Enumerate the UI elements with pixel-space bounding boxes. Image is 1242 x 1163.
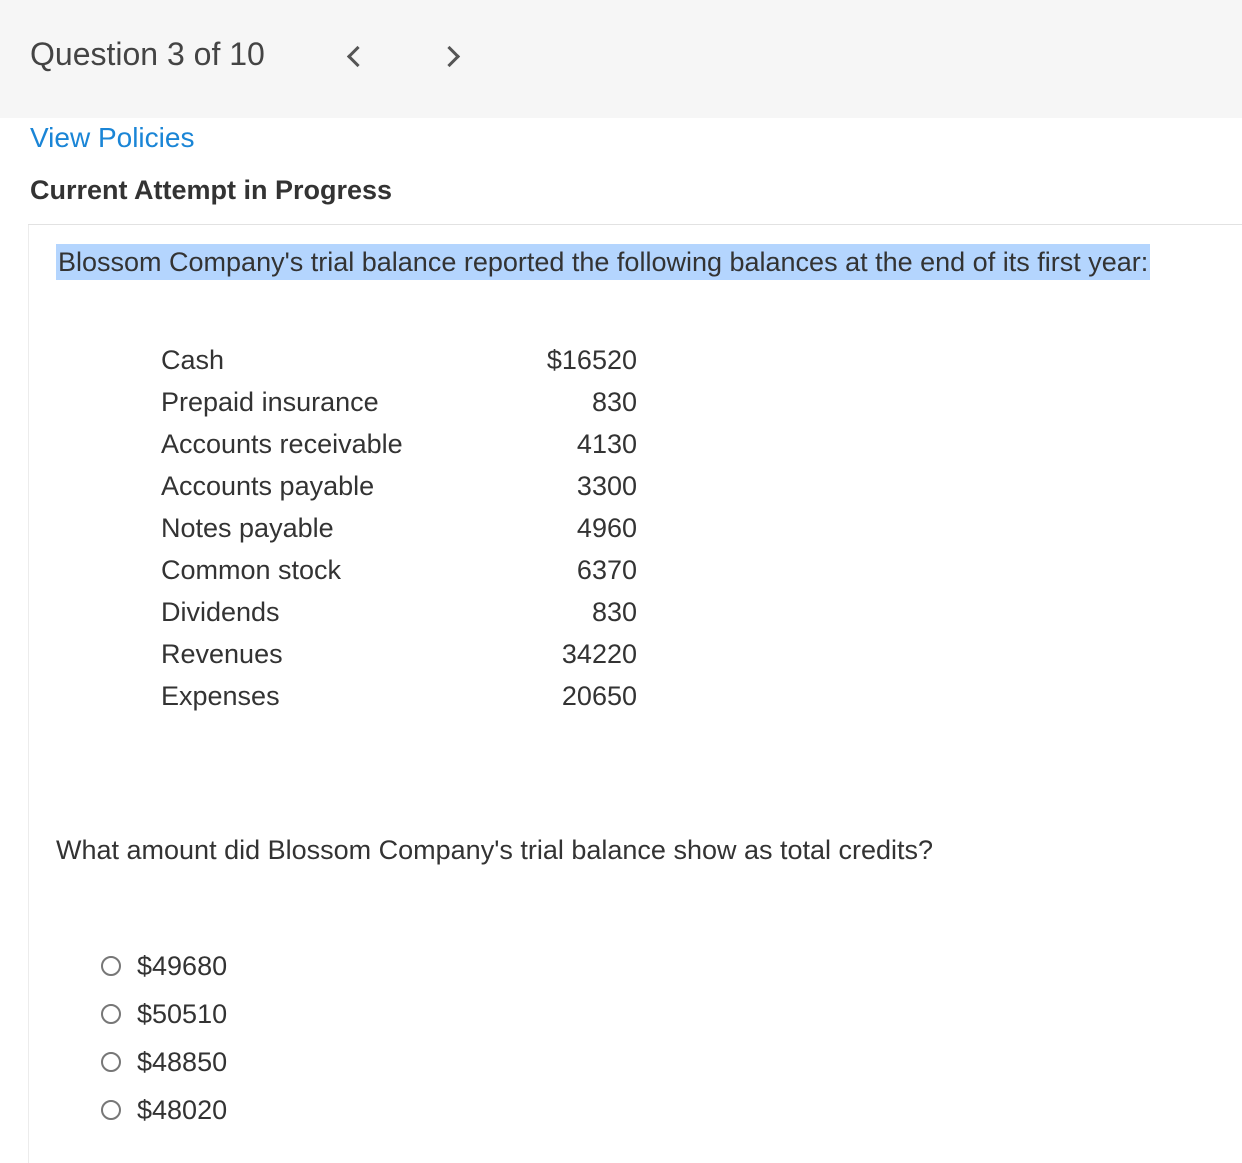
answer-option[interactable]	[101, 990, 227, 1038]
content-left-border	[28, 225, 29, 1163]
question-intro: Blossom Company's trial balance reported the following balances at the end of its first year:	[56, 244, 1150, 280]
ledger-row	[161, 633, 637, 675]
answer-options	[101, 942, 227, 1134]
attempt-status: Current Attempt in Progress	[30, 175, 393, 205]
ledger-row	[161, 423, 637, 465]
radio-button[interactable]	[101, 1052, 121, 1072]
ledger-label: Accounts receivable	[161, 429, 403, 459]
ledger-row	[161, 507, 637, 549]
previous-question-button[interactable]	[334, 34, 374, 78]
ledger-amount: 34220	[561, 639, 637, 669]
ledger-row	[161, 549, 637, 591]
question-counter: Question 3 of 10	[30, 36, 265, 72]
ledger-row	[161, 381, 637, 423]
next-question-button[interactable]	[432, 34, 472, 78]
ledger-row	[161, 339, 637, 381]
ledger-amount: 4130	[576, 429, 637, 459]
question-prompt: What amount did Blossom Company's trial balance show as total credits?	[56, 835, 934, 865]
ledger-row	[161, 465, 637, 507]
trial-balance-list	[161, 339, 637, 717]
ledger-label: Notes payable	[161, 513, 334, 543]
ledger-amount: 830	[591, 597, 637, 627]
ledger-label: Accounts payable	[161, 471, 375, 501]
question-header	[0, 0, 1242, 118]
ledger-amount: 6370	[576, 555, 637, 585]
radio-button[interactable]	[101, 1004, 121, 1024]
answer-option-label[interactable]: $48850	[137, 1047, 228, 1077]
ledger-amount: 3300	[576, 471, 637, 501]
chevron-right-icon	[438, 45, 459, 66]
ledger-label: Dividends	[161, 597, 280, 627]
ledger-label: Cash	[161, 345, 225, 375]
ledger-label: Revenues	[161, 639, 283, 669]
answer-option[interactable]	[101, 1086, 227, 1134]
answer-option[interactable]	[101, 1038, 227, 1086]
radio-button[interactable]	[101, 1100, 121, 1120]
ledger-label: Expenses	[161, 681, 280, 711]
radio-button[interactable]	[101, 956, 121, 976]
ledger-label: Common stock	[161, 555, 342, 585]
ledger-amount: $16520	[546, 345, 637, 375]
answer-option-label[interactable]: $49680	[137, 951, 228, 981]
answer-option-label[interactable]: $48020	[137, 1095, 228, 1125]
chevron-left-icon	[346, 45, 367, 66]
ledger-label: Prepaid insurance	[161, 387, 379, 417]
ledger-amount: 20650	[561, 681, 637, 711]
section-divider	[28, 224, 1242, 225]
ledger-amount: 4960	[576, 513, 637, 543]
answer-option[interactable]	[101, 942, 227, 990]
ledger-row	[161, 675, 637, 717]
answer-option-label[interactable]: $50510	[137, 999, 228, 1029]
view-policies-link[interactable]: View Policies	[30, 122, 195, 153]
ledger-amount: 830	[591, 387, 637, 417]
ledger-row	[161, 591, 637, 633]
